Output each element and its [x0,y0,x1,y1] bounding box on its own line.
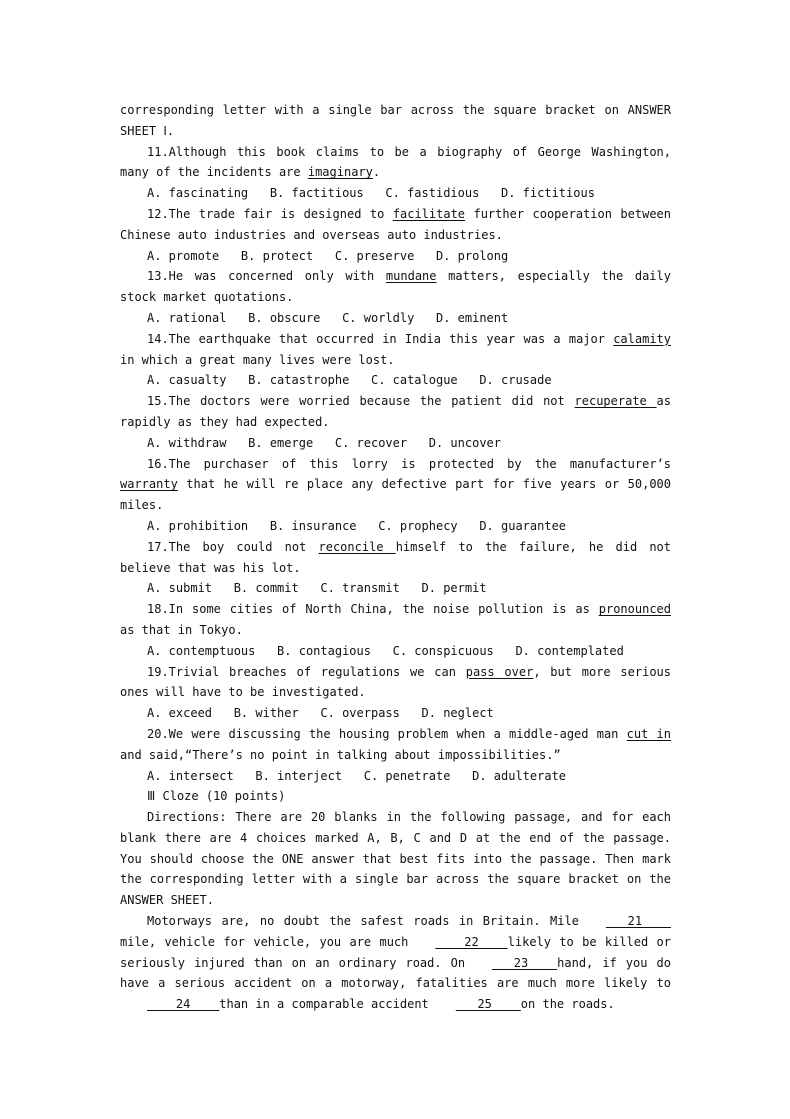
stem-text: as that in Tokyo. [120,622,243,637]
answer-options: A. exceed B. wither C. overpass D. neglect [147,706,494,721]
cloze-blank-22: 22 [435,934,508,949]
underlined-word: mundane [385,269,437,284]
question-item [120,266,671,328]
question-stem [120,537,671,579]
underlined-word: facilitate [392,206,466,221]
stem-text: 20.We were discussing the housing problem when a middle-aged man [147,726,627,741]
answer-options: A. prohibition B. insurance C. prophecy D. guarantee [147,518,567,533]
question-item [120,204,671,266]
stem-text: 17.The boy could not [147,539,319,554]
question-stem [120,204,671,246]
question-stem [120,142,671,184]
underlined-word: pass over [465,664,534,679]
stem-text: 11.Although this book claims to be a biography of George Washington, many of the incidents are [120,144,671,180]
stem-text: as rapidly as they had expected. [120,394,671,429]
question-item [120,537,671,599]
question-stem [120,329,671,371]
intro-paragraph: corresponding letter with a single bar across the square bracket on ANSWER SHEET Ⅰ. [120,103,671,138]
passage-text: hand, if you do have a serious accident on a motorway, fatalities are much more likely to [120,955,671,991]
question-item [120,329,671,391]
question-stem [120,599,671,641]
stem-text: . [372,165,381,180]
underlined-word: imaginary [307,165,373,180]
stem-text: 18.In some cities of North China, the noise pollution is as [147,602,599,617]
answer-options: A. contemptuous B. contagious C. conspicuous D. contemplated [147,643,624,658]
underlined-word: reconcile [318,539,396,554]
question-item [120,599,671,661]
answer-options: A. intersect B. interject C. penetrate D. adulterate [147,768,567,783]
stem-text: 14.The earthquake that occurred in India this year was a major [147,331,614,346]
stem-text: 15.The doctors were worried because the patient did not [147,394,575,409]
passage-text: likely to be killed or seriously injured than on an ordinary road. On [120,934,671,970]
stem-text: matters, especially the daily stock market quotations. [120,269,671,305]
question-list [120,142,671,787]
cloze-passage [120,911,671,1015]
passage-text: mile, vehicle for vehicle, you are much [120,934,409,949]
cloze-blank-23: 23 [492,955,558,970]
passage-text: than in a comparable accident [219,997,429,1012]
underlined-word: pronounced [598,602,671,617]
answer-options: A. withdraw B. emerge C. recover D. uncover [147,435,502,450]
underlined-word: calamity [613,331,671,346]
cloze-blank-25: 25 [455,997,521,1012]
underlined-word: cut in [626,726,671,741]
question-stem [120,724,671,766]
answer-options: A. fascinating B. factitious C. fastidious D. fictitious [147,186,595,201]
stem-text: that he will re place any defective part for five years or 50,000 miles. [120,477,671,513]
stem-text: and said,“There’s no point in talking about impossibilities.” [120,747,561,762]
stem-text: 19.Trivial breaches of regulations we can [147,664,466,679]
question-item [120,454,671,537]
stem-text: himself to the failure, he did not believe that was his lot. [120,539,672,575]
stem-text: 16.The purchaser of this lorry is protected by the manufacturer’s [147,456,671,471]
stem-text: in which a great many lives were lost. [120,352,395,367]
underlined-word: warranty [120,477,178,492]
answer-options: A. submit B. commit C. transmit D. permit [147,581,487,596]
question-item [120,724,671,786]
question-item [120,662,671,724]
stem-text: 12.The trade fair is designed to [147,206,393,221]
question-stem [120,454,671,516]
question-item [120,391,671,453]
passage-text: Motorways are, no doubt the safest roads in Britain. Mile [147,914,579,929]
section-heading: Ⅲ Cloze (10 points) [147,789,286,804]
cloze-blank-24: 24 [147,997,220,1012]
question-stem [120,266,671,308]
answer-options: A. promote B. protect C. preserve D. prolong [147,248,509,263]
underlined-word: recuperate [574,394,657,409]
answer-options: A. rational B. obscure C. worldly D. eminent [147,310,509,325]
cloze-blank-21: 21 [605,914,671,929]
stem-text: 13.He was concerned only with [147,269,386,284]
passage-text: on the roads. [520,997,615,1012]
section-directions: Directions: There are 20 blanks in the following passage, and for each blank there are 4 choices marked A, B, C and D at the end of the passage. You should choose the ONE answer that best fits into the passage. Then mark the corresponding letter with a single bar across the square bracket on the ANSWER SHEET. [120,810,671,908]
document-page [120,100,671,1015]
stem-text: , but more serious ones will have to be investigated. [120,664,672,700]
question-stem [120,662,671,704]
stem-text: further cooperation between Chinese auto industries and overseas auto industries. [120,206,671,242]
question-stem [120,391,671,433]
question-item [120,142,671,204]
answer-options: A. casualty B. catastrophe C. catalogue D. crusade [147,373,552,388]
